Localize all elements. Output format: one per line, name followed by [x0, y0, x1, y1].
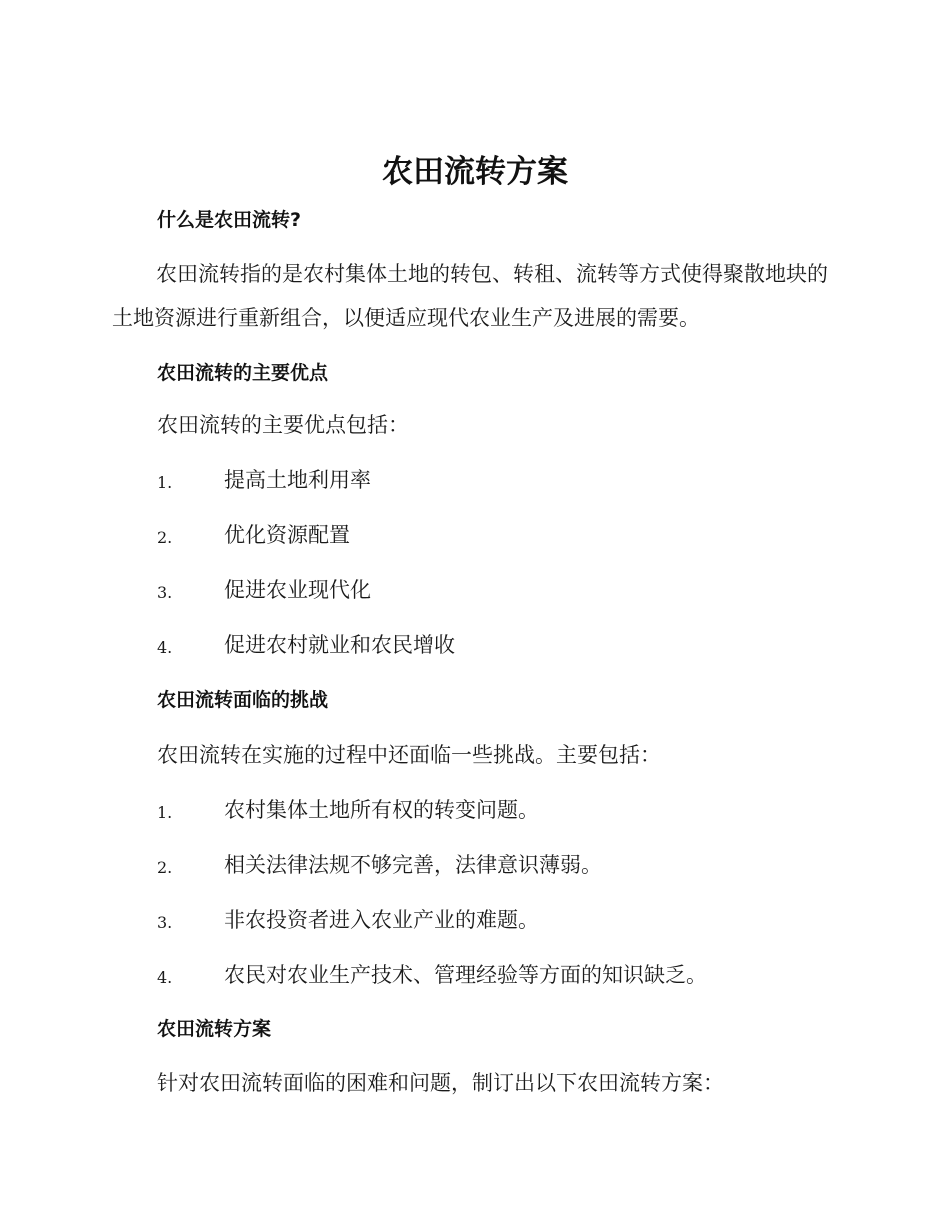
list-item-number: 2.	[157, 528, 173, 547]
list-item-text: 农村集体土地所有权的转变问题。	[224, 798, 539, 822]
list-item-text: 农民对农业生产技术、管理经验等方面的知识缺乏。	[224, 963, 707, 987]
list-item-number: 1.	[157, 803, 173, 822]
list-item-text: 非农投资者进入农业产业的难题。	[224, 908, 539, 932]
list-item-number: 2.	[157, 858, 173, 877]
page-title: 农田流转方案	[382, 154, 568, 190]
list-item-text: 提高土地利用率	[224, 468, 371, 492]
list-item-number: 3.	[157, 913, 173, 932]
list-item-text: 相关法律法规不够完善，法律意识薄弱。	[224, 853, 602, 877]
list-item-text: 促进农业现代化	[224, 578, 371, 602]
section-heading-plan: 农田流转方案	[157, 1018, 272, 1040]
list-item-text: 优化资源配置	[224, 523, 350, 547]
section-heading-challenges: 农田流转面临的挑战	[157, 689, 329, 711]
list-item-number: 3.	[157, 583, 173, 602]
list-item-number: 4.	[157, 638, 173, 657]
list-item-number: 4.	[157, 968, 173, 987]
section-heading-advantages: 农田流转的主要优点	[157, 362, 329, 384]
list-item-text: 促进农村就业和农民增收	[224, 633, 455, 657]
section-intro-plan: 针对农田流转面临的困难和问题，制订出以下农田流转方案：	[157, 1071, 724, 1095]
section-heading-what-is: 什么是农田流转?	[157, 209, 302, 231]
section-intro-advantages: 农田流转的主要优点包括：	[157, 413, 409, 437]
section-paragraph-definition: 农田流转指的是农村集体土地的转包、转租、流转等方式使得聚散地块的土地资源进行重新组合，以便适应现代农业生产及进展的需要。	[112, 262, 828, 330]
list-item-number: 1.	[157, 473, 173, 492]
section-intro-challenges: 农田流转在实施的过程中还面临一些挑战。主要包括：	[157, 743, 661, 767]
